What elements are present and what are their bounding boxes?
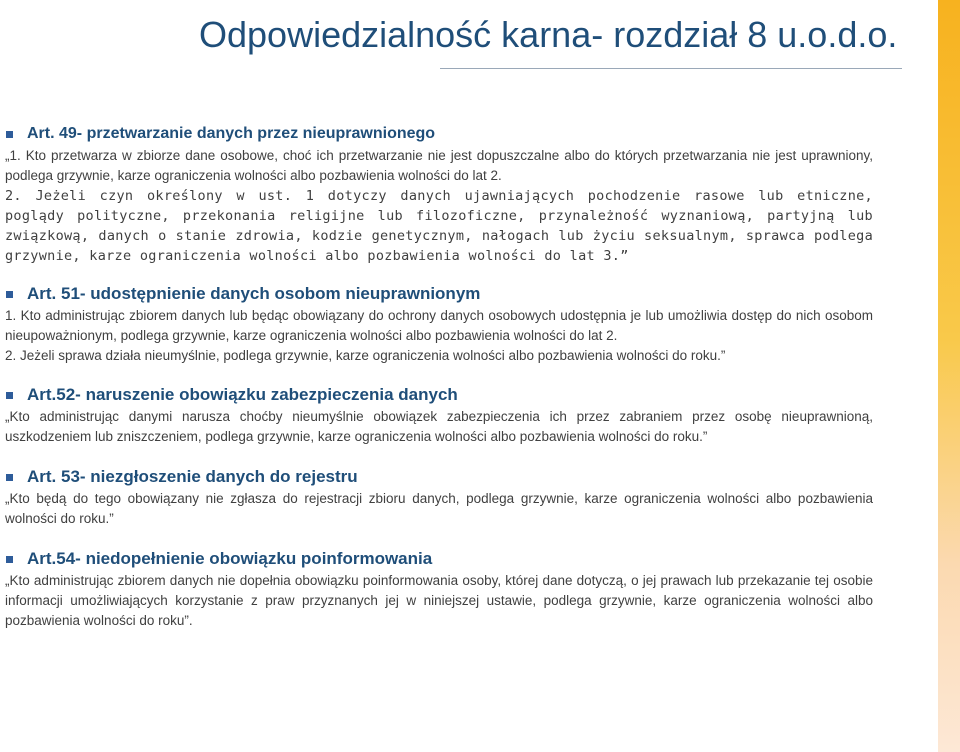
- slide-title: Odpowiedzialność karna- rozdział 8 u.o.d.o.: [199, 14, 898, 55]
- slide-content: [5, 122, 873, 631]
- section-art-49: [5, 122, 873, 266]
- square-bullet-icon: [6, 131, 13, 138]
- section-heading: [5, 383, 873, 407]
- paragraph: „Kto będą do tego obowiązany nie zgłasza do rejestracji zbioru danych, podlega grzywnie, karze ograniczenia wolności albo pozbawienia wolności do roku.”: [5, 491, 873, 526]
- square-bullet-icon: [6, 392, 13, 399]
- section-art-53: [5, 465, 873, 529]
- side-accent-bar: [938, 0, 960, 752]
- heading-text: Art. 51- udostępnienie danych osobom nieuprawnionym: [27, 284, 481, 303]
- title-underline: [440, 68, 902, 69]
- square-bullet-icon: [6, 556, 13, 563]
- heading-text: Art. 49- przetwarzanie danych przez nieuprawnionego: [27, 125, 436, 142]
- section-art-54: [5, 547, 873, 631]
- paragraph: 2. Jeżeli czyn określony w ust. 1 dotyczy danych ujawniających pochodzenie rasowe lub etniczne, poglądy polityczne, przekonania religijne lub filozoficzne, przynależność wyznaniową, partyjną lub związkową, danych o stanie zdrowia, kodzie genetycznym, nałogach lub życiu seksualnym, sprawca podlega grzywnie, karze ograniczenia wolności albo pozbawienia wolności do lat 3.”: [5, 188, 873, 264]
- paragraph: 2. Jeżeli sprawa działa nieumyślnie, podlega grzywnie, karze ograniczenia wolności albo pozbawienia wolności do roku.”: [5, 348, 726, 363]
- square-bullet-icon: [6, 291, 13, 298]
- section-heading: [5, 465, 873, 489]
- paragraph: „1. Kto przetwarza w zbiorze dane osobowe, choć ich przetwarzanie nie jest dopuszczalne albo do których przetwarzania nie jest uprawniony, podlega grzywnie, karze ograniczenia wolności albo pozbawienia wolności do lat 2.: [5, 148, 873, 183]
- section-art-52: [5, 383, 873, 447]
- section-heading: [5, 547, 873, 571]
- heading-text: Art. 53- niezgłoszenie danych do rejestru: [27, 467, 358, 486]
- heading-text: Art.52- naruszenie obowiązku zabezpieczenia danych: [27, 385, 458, 404]
- paragraph: „Kto administrując danymi narusza choćby nieumyślnie obowiązek zabezpieczenia ich przez zabraniem przez osobę nieuprawnioną, uszkodzeniem lub zniszczeniem, podlega grzywnie, karze ograniczenia wolności albo pozbawienia wolności do roku.”: [5, 409, 873, 444]
- paragraph: „Kto administrując zbiorem danych nie dopełnia obowiązku poinformowania osoby, której dane dotyczą, o jej prawach lub przekazanie tej osobie informacji umożliwiających korzystanie z praw przyznanych jej w niniejszej ustawie, podlega grzywnie, karze ograniczenia wolności albo pozbawienia wolności do roku”.: [5, 573, 873, 628]
- paragraph: 1. Kto administrując zbiorem danych lub będąc obowiązany do ochrony danych osobowych udostępnia je lub umożliwia dostęp do nich osobom nieupoważnionym, podlega grzywnie, karze ograniczenia wolności albo pozbawienia wolności do lat 2.: [5, 308, 873, 343]
- heading-text: Art.54- niedopełnienie obowiązku poinformowania: [27, 549, 433, 568]
- section-heading: [5, 282, 873, 306]
- section-art-51: [5, 282, 873, 366]
- square-bullet-icon: [6, 474, 13, 481]
- section-heading: [5, 122, 873, 146]
